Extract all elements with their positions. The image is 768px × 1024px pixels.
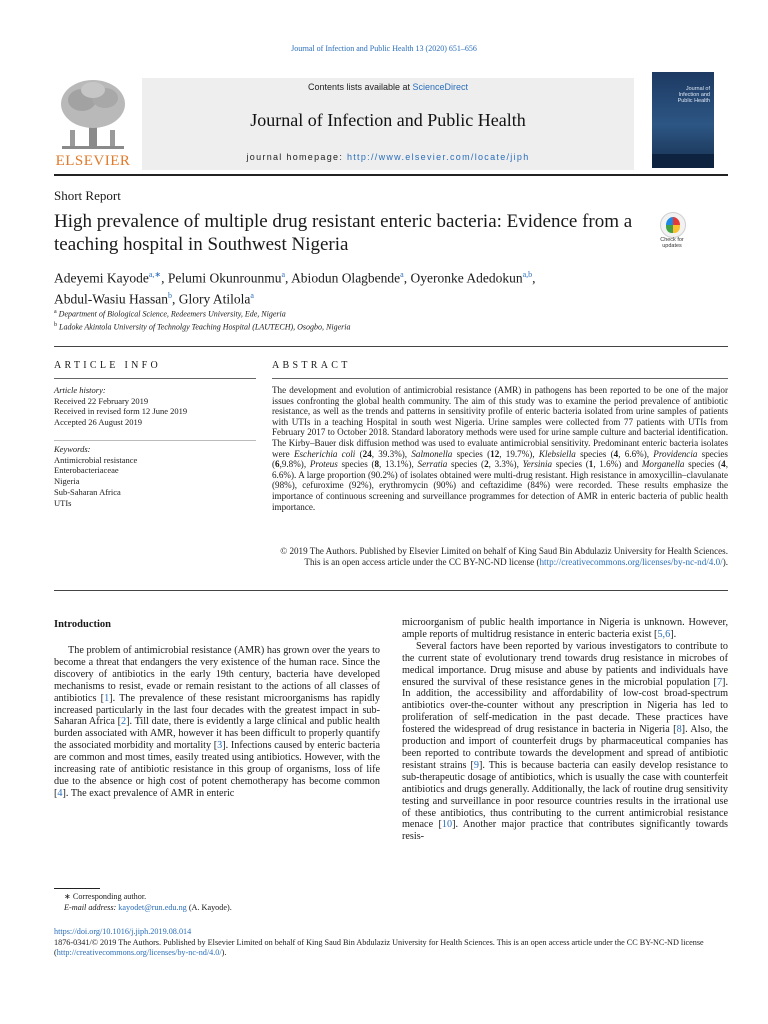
copyright-end: ). [722, 556, 728, 567]
species-percent: , 6.6%). [272, 459, 728, 480]
abstract-copyright [272, 546, 728, 567]
issn-copyright-end: ). [221, 948, 227, 958]
abstract-rule [272, 378, 728, 379]
species-percent: , 19.7%), [499, 448, 539, 459]
species-name: Escherichia coli [293, 448, 356, 459]
species-name: Providencia [653, 448, 698, 459]
crossmark-icon [660, 212, 686, 238]
homepage-prefix: journal homepage: [246, 152, 347, 162]
affiliation [54, 307, 714, 320]
homepage-link[interactable]: http://www.elsevier.com/locate/jiph [346, 152, 530, 162]
journal-name: Journal of Infection and Public Health [250, 110, 526, 130]
copyright-text: © 2019 The Authors. Published by Elsevier Limited on behalf of King Saud Bin Abdulaziz University for Health Sciences. This is an open access article under the CC BY-NC-ND license ( [280, 546, 728, 567]
species-name: Yersinia [522, 459, 553, 470]
cover-title: Journal of Infection and Public Health [677, 86, 710, 104]
species-name: Salmonella [411, 448, 453, 459]
species-percent: ,9.8%), [279, 459, 310, 470]
header-rule [54, 346, 728, 347]
citation-link[interactable]: 7 [716, 676, 723, 688]
contents-prefix: Contents lists available at [307, 82, 413, 92]
author-separator: , [403, 270, 411, 286]
species-count: 24 [362, 448, 372, 459]
affiliation-letter: a [54, 309, 57, 315]
masthead-banner [142, 78, 634, 170]
author-list [54, 266, 714, 307]
homepage-line [142, 152, 634, 162]
history-heading: Article history: [54, 385, 106, 395]
species-name: Proteus [309, 459, 338, 470]
species-count: 1 [588, 459, 594, 470]
footnote-mark: ∗ [64, 892, 71, 901]
citation-link[interactable]: 3 [217, 740, 223, 752]
check-for-updates-button[interactable] [654, 212, 690, 252]
journal-cover-thumbnail[interactable] [652, 72, 714, 168]
species-count: 4 [613, 448, 619, 459]
species-suffix: species ( [452, 448, 491, 459]
paragraph: microorganism of public health importance in Nigeria is unknown. However, ample reports of multidrug resistance in enteric bacteria exist [5,6]. [402, 617, 728, 640]
article-info-heading: ARTICLE INFO [54, 360, 162, 371]
citation-link[interactable]: 2 [121, 716, 127, 728]
author-affiliation-mark[interactable]: a,b [522, 270, 533, 279]
author-affiliation-mark[interactable]: a,∗ [148, 270, 162, 279]
abstract-part-2: A large proportion (90.2%) of isolates obtained were multi-drug resistant. High resistance in amoxycillin–clavulanate (98%), cefuroxime (92%), erythromycin (90%) and ceftazidime (84%) were recorded. These results emphasize the importance of continuous screening and surveillance programmes for detection of AMR in enteric bacteria of public health importance. [272, 469, 729, 512]
author-affiliation-mark[interactable]: a [250, 290, 254, 300]
species-name: Morganella [641, 459, 685, 470]
author-separator: , [285, 270, 292, 286]
species-suffix: species ( [552, 459, 589, 470]
species-percent: , 3.3%), [488, 459, 523, 470]
author-name[interactable]: Adeyemi Kayode [54, 270, 149, 286]
author-name[interactable]: Oyeronke Adedokun [410, 270, 523, 286]
email-owner: (A. Kayode). [188, 902, 232, 912]
abstract-body [272, 385, 728, 512]
email-link[interactable]: kayodet@run.edu.ng [118, 902, 187, 912]
species-percent: , 6.6%), [618, 448, 654, 459]
affiliation-text: Ladoke Akintola University of Technolgy Teaching Hospital (LAUTECH), Osogbo, Nigeria [59, 322, 351, 332]
paragraph: The problem of antimicrobial resistance (AMR) has grown over the years to become a threat that endangers the very existence of the human race. Since the discovery of antibiotics in the early 19th century, bacteria have developed mechanisms to resist, evade or remain resistant to the actions of all classes of antibiotics [1]. The prevalence of these resistant microorganisms has rapidly increased particularly in the last four decades with the greatest impact in sub-Saharan Africa [2]. Till date, there is evidently a large clinical and public health burden associated with AMR, however it has been difficult to properly quantify the associated morbidity and mortality [3]. Infections caused by enteric bacteria are common and most times, easily treated using antibiotics. However, with the increasing rate of antibiotic resistance in this group of organisms, loss of life due to the absence or high cost of potent chemotherapy has become common [4]. The exact prevalence of AMR in enteric [54, 645, 381, 799]
article-history [54, 385, 256, 428]
citation-link[interactable]: 1 [104, 692, 110, 704]
paragraph: Several factors have been reported by various investigators to contribute to the current state of evolutionary trend towards drug resistance in microbes of medical importance. Drug misuse and abuse by patients and individuals have ensured the survival of these resistance genes in the microbial population [7]. In addition, the accessibility and affordability of low-cost broad-spectrum antibiotics over-the-counter without any prescription in Nigeria has led to proliferation of self-medication in the past decade. These practices have fostered the widespread of drug resistance in bacteria in Nigeria [8]. Also, the production and import of counterfeit drugs by pharmaceutical companies has been reported to contribute towards the development and spread of antibiotic resistant strains [9]. This is because bacteria can easily develop resistance to sub-therapeutic dosage of antibiotics, which is usually the case with counterfeit antibiotics and drugs generally. Additionally, the lack of routine drug sensitivity testing and surveillance in poor resource countries results in the irrational use of these antibiotics, thus contributing to the current antimicrobial resistance menace [10]. Another major practice that contributes significantly towards resis- [402, 640, 729, 843]
keywords [54, 444, 256, 508]
affiliation-letter: b [54, 322, 57, 329]
species-suffix: species ( [337, 459, 375, 470]
top-rule [54, 174, 728, 176]
species-percent: , 1.6%) and [593, 459, 642, 470]
species-suffix: species ( [575, 448, 614, 459]
history-accepted: Accepted 26 August 2019 [54, 417, 143, 428]
publisher-wordmark: ELSEVIER [55, 153, 131, 169]
article-title: High prevalence of multiple drug resistant enteric bacteria: Evidence from a teaching hospital in Southwest Nigeria [54, 211, 633, 255]
body-column-right [402, 617, 728, 843]
author-separator: , [161, 270, 168, 286]
sciencedirect-link[interactable]: ScienceDirect [412, 82, 469, 92]
article-info-rule [54, 378, 256, 379]
citation-link[interactable]: 4 [57, 787, 63, 799]
species-count: 4 [721, 459, 726, 470]
history-revised: Received in revised form 12 June 2019 [54, 406, 188, 417]
affiliation [54, 320, 714, 333]
author-separator: , [532, 270, 536, 286]
contents-line [142, 82, 634, 92]
article-type: Short Report [54, 188, 121, 203]
species-count: 8 [374, 459, 380, 470]
species-count: 2 [484, 459, 489, 470]
doi-block [54, 927, 728, 959]
history-received: Received 22 February 2019 [54, 395, 149, 406]
species-suffix: ( [355, 448, 363, 459]
keyword: Nigeria [54, 476, 80, 487]
citation-link[interactable]: 5,6 [657, 628, 671, 640]
cover-band [652, 154, 714, 168]
species-suffix: species ( [684, 459, 722, 470]
affiliation-text: Department of Biological Science, Redeemers University, Ede, Nigeria [58, 309, 286, 319]
author-affiliation-mark[interactable]: a [400, 270, 404, 279]
species-name: Serratia [417, 459, 448, 470]
species-name: Klebsiella [538, 448, 576, 459]
species-percent: , 13.1%), [379, 459, 418, 470]
keywords-rule [54, 440, 256, 441]
species-count: 12 [490, 448, 500, 459]
footnote [64, 892, 384, 913]
affiliations [54, 307, 714, 333]
abstract-heading: ABSTRACT [272, 360, 351, 371]
keyword: Sub-Saharan Africa [54, 486, 121, 497]
keyword: Enterobacteriaceae [54, 465, 119, 476]
citation-link[interactable]: 9 [473, 759, 479, 771]
author-name[interactable]: Pelumi Okunrounmu [167, 270, 282, 286]
citation-link[interactable]: 8 [676, 724, 682, 736]
body-column-left [54, 645, 380, 800]
author-name[interactable]: Glory Atilola [178, 291, 251, 306]
author-affiliation-mark[interactable]: b [168, 290, 173, 300]
license-link[interactable]: http://creativecommons.org/licenses/by-nc-nd/4.0/ [539, 556, 723, 567]
publisher-logo[interactable] [54, 78, 132, 170]
introduction-heading: Introduction [54, 619, 111, 630]
species-suffix: species ( [272, 448, 728, 470]
issn-copyright: 1876-0341/© 2019 The Authors. Published by Elsevier Limited on behalf of King Saud Bin Abdulaziz University for Health Sciences. This is an open access article under the CC BY-NC-ND license ( [54, 937, 704, 958]
keyword: UTIs [54, 497, 72, 508]
masthead [54, 72, 714, 170]
species-count: 6 [275, 459, 280, 470]
license-link[interactable]: http://creativecommons.org/licenses/by-nc-nd/4.0/ [56, 948, 222, 958]
crossmark-label: Check for updates [660, 237, 684, 249]
footnote-rule [54, 888, 100, 889]
running-head[interactable]: Journal of Infection and Public Health 13 (2020) 651–656 [291, 44, 477, 53]
author-name[interactable]: Abiodun Olagbende [291, 270, 401, 286]
keywords-heading: Keywords: [54, 444, 91, 454]
species-percent: , 39.3%), [371, 448, 412, 459]
author-affiliation-mark[interactable]: a [281, 270, 286, 279]
citation-link[interactable]: 10 [441, 819, 453, 831]
tree-logo-icon [58, 78, 128, 152]
corresponding-author: Corresponding author. [72, 892, 147, 901]
author-separator: , [172, 291, 179, 306]
email-label: E-mail address: [64, 902, 117, 912]
author-name[interactable]: Abdul-Wasiu Hassan [54, 291, 169, 306]
species-suffix: species ( [447, 459, 485, 470]
doi-link[interactable]: https://doi.org/10.1016/j.jiph.2019.08.014 [54, 927, 192, 936]
abstract-part-1: The development and evolution of antimicrobial resistance (AMR) in pathogens has been reported to be one of the major issues confronting the global health community. The aim of this study was to examine the period prevalence of antibiotic resistance, as well as the trends and patterns in sensitivity profile of enteric bacteria isolated from urine samples of patients with UTIs in a teaching Hospital in south west Nigeria. Urine samples were collected from 77 patients with UTIs from February 2017 to October 2018. Standard laboratory methods were used for urine sample culture and bacterial identification. The Kirby–Bauer disk diffusion method was used to evaluate antimicrobial sensitivity. Predominant enteric bacteria isolates were [272, 385, 728, 459]
keyword: Antimicrobial resistance [54, 454, 138, 465]
abstract-bottom-rule [54, 590, 728, 591]
